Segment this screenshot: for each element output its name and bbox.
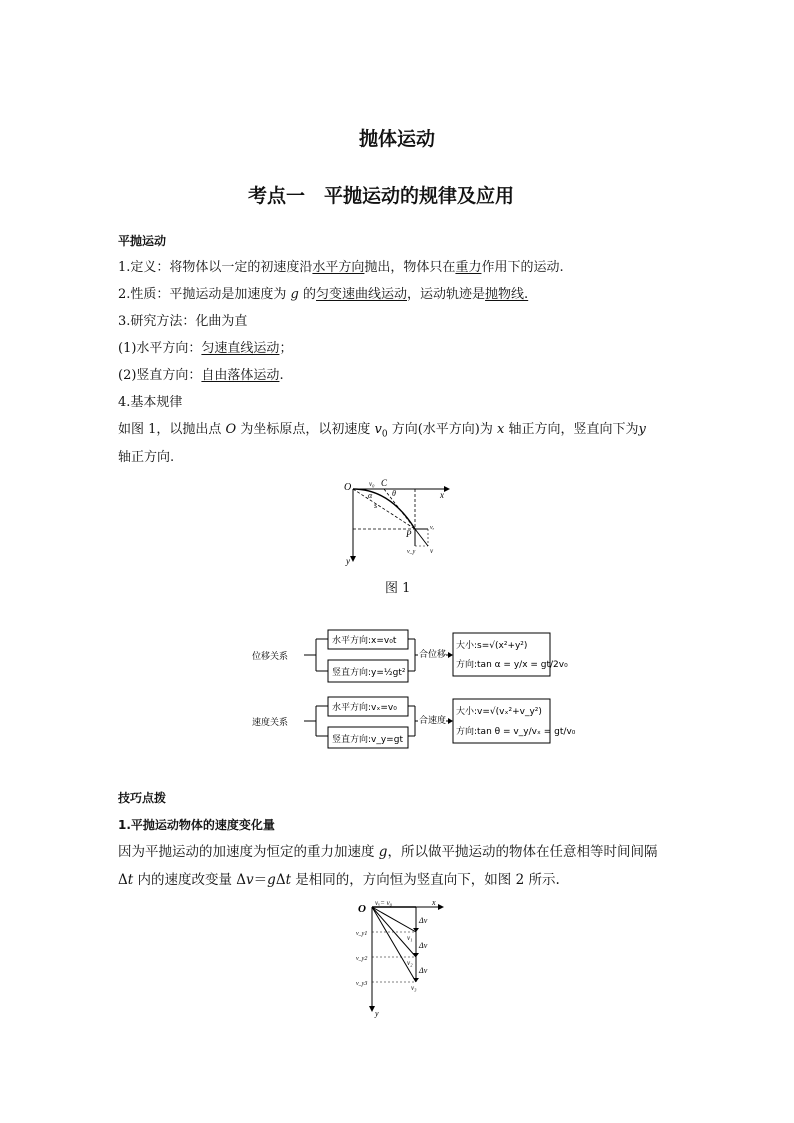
fig1-label-x: x [440, 490, 444, 500]
def-underline-1: 水平方向 [312, 260, 365, 275]
paragraph-line-2 [118, 872, 560, 888]
disp-arrow [448, 652, 453, 658]
desc-sub: 0 [381, 429, 388, 440]
law-line: 4.基本规律 [118, 395, 183, 410]
prop-underline-1: 匀变速曲线运动 [316, 287, 408, 302]
desc-v: v [374, 422, 382, 437]
v-underline: 自由落体运动 [201, 368, 280, 383]
disp-label: 位移关系 [252, 652, 289, 662]
prop-underline-2: 抛物线. [485, 287, 529, 302]
fig2-label-v1: v₁ [407, 934, 413, 942]
p1-a: 因为平抛运动的加速度为恒定的重力加速度 [118, 844, 379, 860]
definition-line [118, 260, 564, 276]
fig2-x-arrow [438, 904, 444, 910]
fig1-label-vx: vₓ [430, 525, 435, 531]
fig2-label-top: vₓ= v₀ [375, 899, 393, 907]
desc-b: 为坐标原点，以初速度 [236, 422, 375, 437]
p2-v: v [246, 872, 254, 888]
desc-y: y [638, 422, 646, 437]
p2-b: 内的速度改变量 Δ [133, 872, 247, 888]
figure-1 [340, 476, 460, 568]
vertical-line [118, 368, 284, 384]
description-line-2: 轴正方向. [118, 450, 175, 465]
fig2-label-v2: v₂ [407, 959, 413, 967]
fig1-label-C: C [381, 478, 388, 488]
section-title: 考点一 平抛运动的规律及应用 [248, 185, 515, 207]
horizontal-line [118, 341, 292, 357]
fig2-label-v3: v₃ [411, 984, 417, 992]
vel-vertical-text: 竖直方向:v_y=gt [332, 735, 403, 745]
prop-text-c: ，运动轨迹是 [407, 287, 486, 302]
desc-d: 轴正方向，竖直向下为 [504, 422, 639, 437]
description-line-1 [118, 422, 646, 443]
figure-2 [356, 896, 448, 1018]
fig1-label-P: P [406, 529, 412, 539]
fig1-label-O: O [344, 482, 352, 493]
property-line [118, 287, 528, 303]
fig1-x-arrow [444, 486, 450, 492]
disp-horizontal-text: 水平方向:x=v₀t [332, 636, 397, 646]
fig1-label-s: s [374, 501, 378, 510]
fig2-label-vy1: v_y1 [356, 931, 368, 937]
p2-t2: t [285, 872, 292, 888]
disp-direction-text: 方向:tan α = y/x = gt/2v₀ [456, 660, 568, 670]
vel-combine-text: 合速度 [419, 716, 447, 726]
fig2-label-vy2: v_y2 [356, 956, 368, 962]
v-text-a: (2)竖直方向： [118, 368, 202, 383]
desc-a: 如图 1，以抛出点 [118, 422, 226, 437]
fig2-v3-vector [372, 907, 416, 982]
p2-a: Δ [118, 872, 128, 888]
fig2-label-y: y [375, 1009, 379, 1018]
fig2-label-dv-3: Δv [419, 966, 428, 975]
h-text-a: (1)水平方向： [118, 341, 202, 356]
fig2-label-vy3: v_y3 [356, 981, 368, 987]
disp-magnitude-text: 大小:s=√(x²+y²) [456, 641, 528, 651]
def-text-a: 1.定义：将物体以一定的初速度沿 [118, 260, 313, 275]
fig2-label-dv-2: Δv [419, 941, 428, 950]
desc-c: 方向(水平方向)为 [387, 422, 497, 437]
p2-d: Δ [275, 872, 286, 888]
paragraph-line-1 [118, 844, 657, 860]
fig1-label-theta: θ [392, 489, 396, 498]
prop-text-b: 的 [298, 287, 317, 302]
p2-c: ＝ [253, 872, 268, 888]
disp-vertical-text: 竖直方向:y=½gt² [332, 668, 406, 678]
vel-magnitude-text: 大小:v=√(vₓ²+v_y²) [456, 707, 542, 717]
p2-g: g [267, 872, 276, 888]
def-text-c: 作用下的运动. [481, 260, 564, 275]
fig1-label-y: y [346, 556, 350, 566]
subheading-velocity-change: 1.平抛运动物体的速度变化量 [118, 818, 275, 832]
v-text-b: . [279, 368, 284, 383]
h-text-b: ； [279, 341, 293, 356]
vel-horizontal-text: 水平方向:vₓ=v₀ [332, 703, 397, 713]
relation-diagram [252, 627, 576, 753]
p2-e: 是相同的，方向恒为竖直向下，如图 2 所示. [291, 872, 560, 888]
fig2-v1-vector [372, 907, 416, 932]
figure-1-caption: 图 1 [385, 581, 411, 596]
heading-pingpao: 平抛运动 [118, 234, 167, 248]
fig1-v-vector [415, 529, 428, 546]
def-text-b: 抛出，物体只在 [364, 260, 456, 275]
fig2-label-x: x [432, 898, 436, 907]
fig1-y-arrow [350, 556, 356, 562]
fig1-label-vy: v_y [407, 549, 416, 555]
fig2-label-dv-1: Δv [419, 916, 428, 925]
heading-tips: 技巧点拨 [118, 791, 167, 805]
page-title: 抛体运动 [358, 128, 435, 150]
p2-t: t [127, 872, 134, 888]
fig1-displacement-s [353, 489, 415, 529]
prop-text-a: 2.性质：平抛运动是加速度为 [118, 287, 291, 302]
fig1-label-v0: v₀ [369, 480, 375, 488]
desc-O: O [225, 422, 237, 437]
p1-g: g [378, 844, 388, 860]
disp-combine-text: 合位移 [419, 650, 447, 660]
fig2-label-O: O [358, 903, 366, 915]
prop-g: g [290, 287, 299, 302]
desc-x: x [497, 422, 505, 437]
vel-arrow [448, 718, 453, 724]
def-underline-2: 重力 [455, 260, 482, 275]
fig1-label-alpha: α [368, 491, 373, 500]
method-line: 3.研究方法：化曲为直 [118, 314, 248, 329]
fig1-label-v: v [430, 547, 434, 555]
vel-direction-text: 方向:tan θ = v_y/vₓ = gt/v₀ [456, 727, 576, 737]
vel-label: 速度关系 [252, 718, 289, 728]
h-underline: 匀速直线运动 [201, 341, 280, 356]
p1-b: ，所以做平抛运动的物体在任意相等时间间隔 [387, 844, 658, 860]
